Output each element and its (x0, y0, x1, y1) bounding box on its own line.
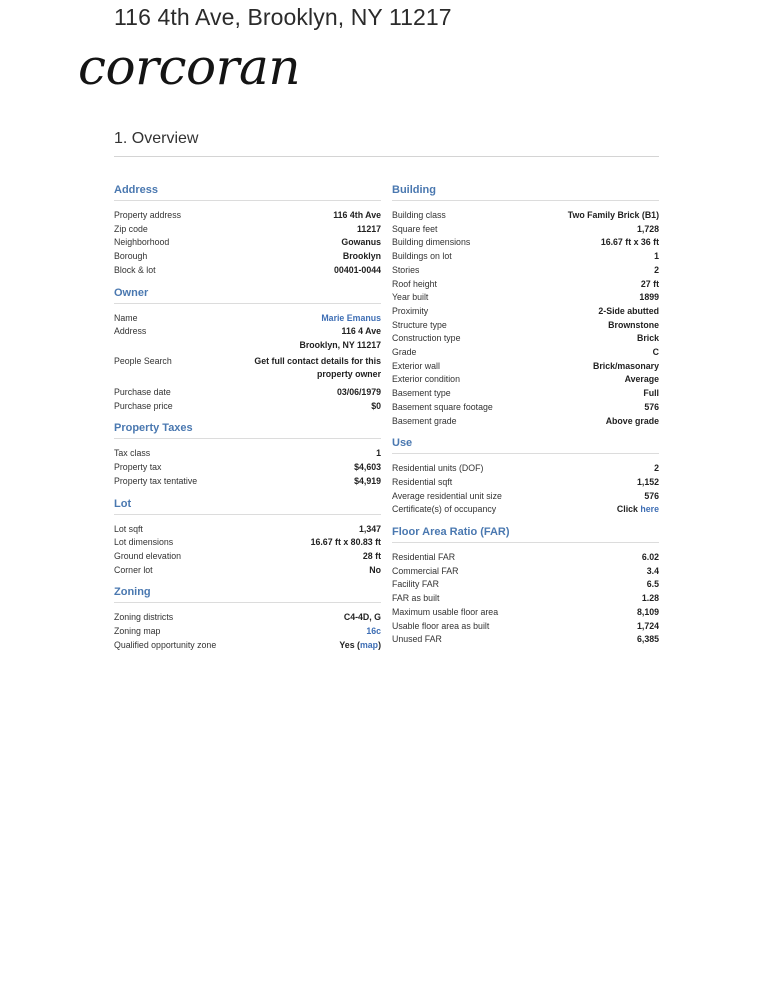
info-row (392, 264, 659, 278)
info-row (114, 639, 381, 653)
info-row (114, 625, 381, 639)
row-label: Tax class (114, 448, 151, 459)
opportunity-map-link[interactable]: map (359, 639, 379, 650)
info-row (392, 462, 659, 476)
info-row (114, 611, 381, 625)
row-value: 576 (644, 401, 659, 412)
row-label: Property tax tentative (114, 475, 198, 486)
row-label: Corner lot (114, 564, 153, 575)
row-value: 2 (654, 463, 659, 474)
info-row (114, 475, 381, 489)
lot-group (114, 497, 381, 578)
row-label: Lot sqft (114, 523, 143, 534)
row-label: Structure type (392, 319, 447, 330)
row-value: $0 (371, 400, 381, 411)
info-row (114, 250, 381, 264)
row-value: 8,109 (636, 606, 659, 617)
row-value: Full (643, 388, 659, 399)
row-label: Residential units (DOF) (392, 463, 484, 474)
row-label: Ground elevation (114, 550, 181, 561)
info-row (392, 236, 659, 250)
left-column (114, 183, 381, 652)
info-row (392, 578, 659, 592)
zoning-group (114, 585, 381, 652)
info-row (114, 223, 381, 237)
row-value: 27 ft (640, 278, 659, 289)
row-value: 3.4 (646, 565, 659, 576)
row-value: Average (624, 374, 659, 385)
row-label: Average residential unit size (392, 490, 502, 501)
opportunity-zone-value (339, 639, 381, 653)
row-label: Purchase date (114, 387, 171, 398)
people-line: Get full contact details for this (254, 355, 381, 366)
row-label: FAR as built (392, 593, 440, 604)
row-label: Basement type (392, 388, 451, 399)
row-value: 2 (654, 264, 659, 275)
row-value: No (369, 564, 381, 575)
row-label: Zip code (114, 223, 148, 234)
row-value: 6.5 (646, 579, 659, 590)
info-row (392, 250, 659, 264)
row-value: 11217 (357, 223, 381, 234)
taxes-group (114, 421, 381, 488)
row-label: Qualified opportunity zone (114, 639, 217, 650)
row-value: 1 (376, 448, 381, 459)
row-label: Borough (114, 251, 148, 262)
info-row (392, 305, 659, 319)
row-value: 03/06/1979 (336, 387, 381, 398)
row-value: 16.67 ft x 80.83 ft (310, 537, 381, 548)
info-row (114, 209, 381, 223)
row-value: 1,724 (636, 620, 659, 631)
zoning-map-link[interactable]: 16c (366, 626, 381, 637)
row-label: Facility FAR (392, 579, 439, 590)
building-heading: Building (392, 183, 659, 201)
row-value: 00401-0044 (334, 264, 381, 275)
owner-heading: Owner (114, 286, 381, 304)
owner-name-link[interactable]: Marie Emanus (321, 312, 381, 323)
row-label: Exterior condition (392, 374, 460, 385)
info-row (392, 209, 659, 223)
address-line: Brooklyn, NY 11217 (299, 339, 381, 350)
section-divider (114, 156, 659, 157)
row-value: Brooklyn (342, 251, 381, 262)
row-value: Brick (636, 333, 659, 344)
owner-group (114, 286, 381, 414)
row-label: Address (114, 326, 147, 337)
row-value: Above grade (605, 415, 659, 426)
row-label: Exterior wall (392, 360, 440, 371)
info-row (392, 620, 659, 634)
row-value: 1,347 (358, 523, 381, 534)
row-label: Commercial FAR (392, 565, 459, 576)
info-row (114, 236, 381, 250)
info-row (392, 360, 659, 374)
row-value: 1 (654, 251, 659, 262)
info-row (114, 386, 381, 400)
brand-logo: corcoran (78, 38, 301, 96)
page-title: 116 4th Ave, Brooklyn, NY 11217 (114, 4, 452, 30)
far-group (392, 525, 659, 647)
row-label: Grade (392, 347, 417, 358)
row-label: Property address (114, 210, 181, 220)
info-row (392, 332, 659, 346)
info-row (392, 223, 659, 237)
certificate-link[interactable]: here (640, 504, 659, 515)
row-label: Stories (392, 264, 420, 275)
row-label: Property tax (114, 462, 162, 473)
info-row (114, 564, 381, 578)
row-label: Building dimensions (392, 237, 471, 248)
owner-address-value (251, 325, 381, 352)
info-row (392, 346, 659, 360)
info-row (114, 447, 381, 461)
row-label: Block & lot (114, 264, 156, 275)
info-row (392, 606, 659, 620)
info-row (392, 551, 659, 565)
info-row (392, 592, 659, 606)
row-label: Zoning map (114, 626, 161, 637)
row-label: Maximum usable floor area (392, 606, 499, 617)
info-row (392, 278, 659, 292)
info-row (392, 401, 659, 415)
use-heading: Use (392, 436, 659, 454)
info-row (392, 490, 659, 504)
row-label: Name (114, 312, 138, 323)
row-label: Basement square footage (392, 401, 493, 412)
row-label: Buildings on lot (392, 251, 452, 262)
row-value: 6,385 (636, 634, 659, 645)
zoning-heading: Zoning (114, 585, 381, 603)
info-row (114, 461, 381, 475)
info-row (114, 536, 381, 550)
opportunity-close: ) (378, 639, 381, 650)
row-value: 1,728 (636, 223, 659, 234)
certificate-click: Click (616, 504, 641, 515)
row-label: Proximity (392, 305, 429, 316)
row-label: Roof height (392, 278, 437, 289)
info-row (392, 387, 659, 401)
row-label: Unused FAR (392, 634, 442, 645)
row-label: Neighborhood (114, 237, 170, 248)
row-value: 6.02 (641, 552, 659, 563)
info-row (114, 550, 381, 564)
info-row (114, 355, 381, 382)
info-row (392, 503, 659, 517)
row-label: Certificate(s) of occupancy (392, 504, 497, 515)
row-label: Square feet (392, 223, 438, 234)
row-value: Two Family Brick (B1) (567, 210, 659, 220)
row-label: Residential FAR (392, 552, 456, 563)
building-group (392, 183, 659, 428)
info-row (114, 523, 381, 537)
info-row (114, 325, 381, 352)
row-label: Construction type (392, 333, 461, 344)
row-label: People Search (114, 355, 172, 366)
opportunity-yes: Yes ( (339, 639, 360, 650)
address-heading: Address (114, 183, 381, 201)
row-label: Basement grade (392, 415, 457, 426)
people-line: property owner (316, 369, 381, 380)
address-line: 116 4 Ave (341, 326, 381, 337)
right-column (392, 183, 659, 647)
info-row (392, 633, 659, 647)
row-value: 116 4th Ave (333, 210, 381, 220)
row-value: Brownstone (608, 319, 659, 330)
row-value: 16.67 ft x 36 ft (600, 237, 659, 248)
info-row (392, 476, 659, 490)
row-label: Lot dimensions (114, 537, 174, 548)
row-value: Gowanus (341, 237, 381, 248)
info-row (114, 312, 381, 326)
info-row (392, 319, 659, 333)
info-row (392, 415, 659, 429)
row-value: 28 ft (362, 550, 381, 561)
row-label: Usable floor area as built (392, 620, 490, 631)
lot-heading: Lot (114, 497, 381, 515)
info-row (392, 291, 659, 305)
row-label: Building class (392, 210, 446, 220)
taxes-heading: Property Taxes (114, 421, 381, 439)
section-title: 1. Overview (114, 130, 199, 147)
row-value: C4-4D, G (343, 612, 381, 623)
row-value: 2-Side abutted (598, 305, 659, 316)
row-label: Year built (392, 292, 429, 303)
address-group (114, 183, 381, 278)
info-row (114, 400, 381, 414)
far-heading: Floor Area Ratio (FAR) (392, 525, 659, 543)
certificate-value (617, 503, 659, 517)
row-value: Brick/masonary (592, 360, 659, 371)
row-label: Residential sqft (392, 476, 453, 487)
row-value: $4,919 (354, 475, 381, 486)
row-value: 1899 (639, 292, 659, 303)
use-group (392, 436, 659, 517)
row-label: Zoning districts (114, 612, 174, 623)
people-search-link[interactable] (251, 355, 381, 382)
row-value: C (652, 347, 659, 358)
row-value: 576 (644, 490, 659, 501)
row-value: 1.28 (641, 593, 659, 604)
row-value: 1,152 (636, 476, 659, 487)
row-label: Purchase price (114, 400, 173, 411)
info-row (114, 264, 381, 278)
row-value: $4,603 (354, 462, 381, 473)
info-row (392, 373, 659, 387)
info-row (392, 565, 659, 579)
